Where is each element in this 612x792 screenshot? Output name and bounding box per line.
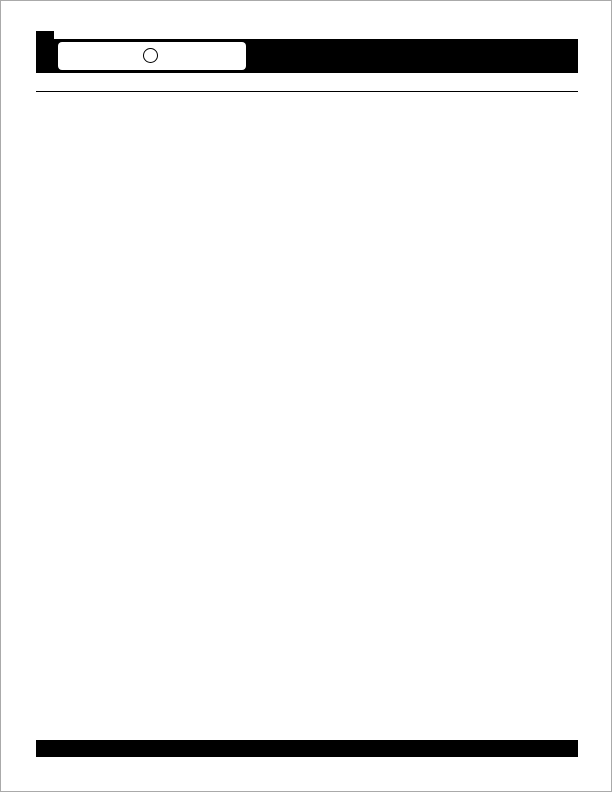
section-divider xyxy=(36,91,578,92)
figure2-chart xyxy=(176,486,466,666)
brand-logo xyxy=(58,42,246,70)
footer-bar xyxy=(36,740,578,757)
header-bar xyxy=(54,39,578,73)
protek-logo-icon xyxy=(143,48,158,63)
figure1-chart xyxy=(71,117,541,322)
document-number-tab xyxy=(36,31,54,73)
